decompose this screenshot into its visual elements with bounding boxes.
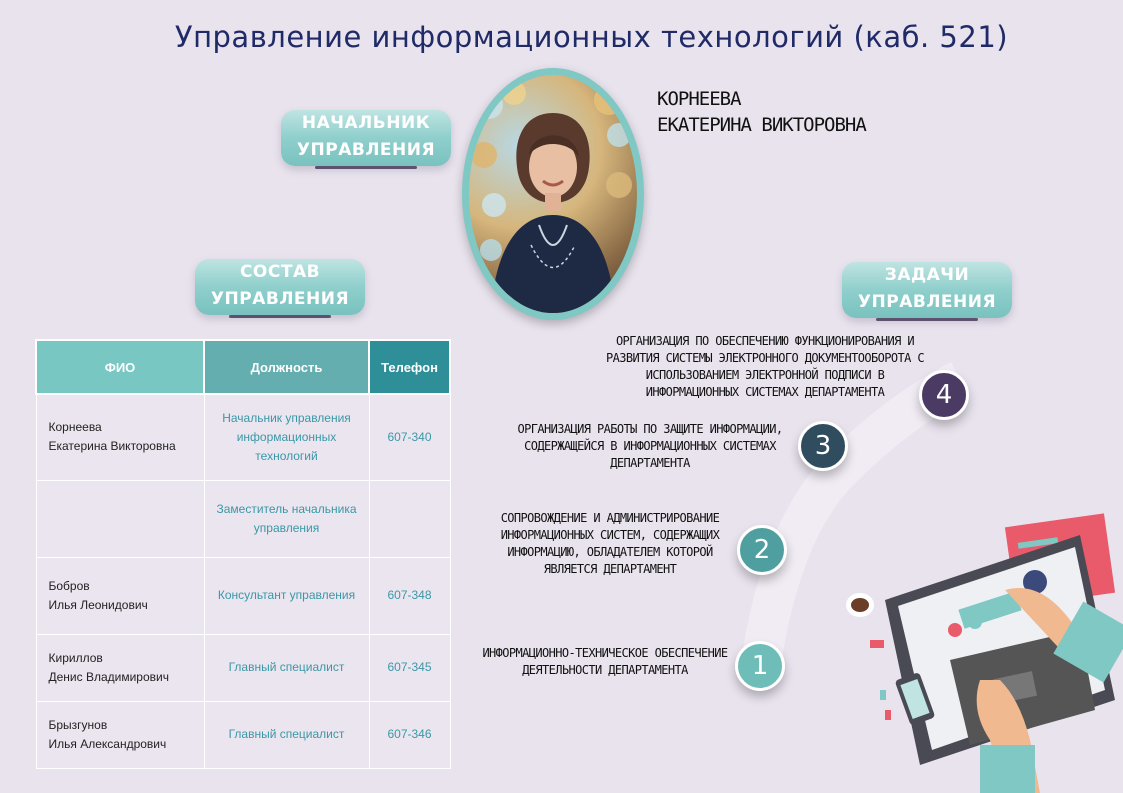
staff-label-line1: СОСТАВ: [239, 262, 321, 282]
table-row: [36, 480, 450, 557]
staff-label: [195, 259, 365, 315]
task-text-4: ОРГАНИЗАЦИЯ ПО ОБЕСПЕЧЕНИЮ ФУНКЦИОНИРОВАНИЯ И РАЗВИТИЯ СИСТЕМЫ ЭЛЕКТРОННОГО ДОКУМЕНТООБОРОТА С ИСПОЛЬЗОВАНИЕМ ЭЛЕКТРОННОЙ ПОДПИСИ В ИНФОРМАЦИОННЫХ СИСТЕМАХ ДЕПАРТАМЕНТА: [606, 334, 924, 399]
tasks-label-line1: ЗАДАЧИ: [884, 265, 970, 285]
task-number-1: 1: [735, 641, 785, 691]
divider: [876, 318, 978, 321]
task-text-2: СОПРОВОЖДЕНИЕ И АДМИНИСТРИРОВАНИЕ ИНФОРМАЦИОННЫХ СИСТЕМ, СОДЕРЖАЩИХ ИНФОРМАЦИЮ, ОБЛАДАТЕЛЕМ КОТОРОЙ ЯВЛЯЕТСЯ ДЕПАРТАМЕНТ: [500, 511, 720, 576]
cell-position: Главный специалист: [204, 634, 369, 701]
cell-name: [36, 480, 204, 557]
first-names: Екатерина Викторовна: [48, 439, 176, 454]
last-name: Брызгунов: [48, 717, 108, 732]
cell-position: Начальник управления информационных технологий: [204, 394, 369, 480]
first-names: Илья Александрович: [48, 736, 167, 751]
first-names: Илья Леонидович: [48, 597, 148, 612]
page-title: Управление информационных технологий (каб. 521): [174, 20, 1009, 54]
task-number-3: 3: [798, 421, 848, 471]
cell-phone: [369, 480, 450, 557]
table-row: [36, 394, 450, 480]
cell-phone: 607-346: [369, 701, 450, 768]
head-photo: [469, 75, 637, 313]
column-header-name: ФИО: [36, 340, 204, 394]
task-number-2: 2: [737, 525, 787, 575]
head-label-line2: УПРАВЛЕНИЯ: [296, 140, 436, 160]
head-photo-frame: [462, 68, 644, 320]
cell-name: [36, 394, 204, 480]
first-names: Денис Владимирович: [48, 669, 169, 684]
last-name: Корнеева: [48, 420, 102, 435]
table-header-row: [36, 340, 450, 394]
cell-name: [36, 701, 204, 768]
staff-table: [35, 339, 451, 769]
divider: [315, 166, 417, 169]
portrait-illustration: [469, 75, 637, 313]
table-row: [36, 701, 450, 768]
head-last-name: КОРНЕЕВА: [657, 88, 741, 110]
head-name: [657, 86, 866, 138]
last-name: Кириллов: [48, 650, 103, 665]
table-row: [36, 557, 450, 634]
task-text-1: ИНФОРМАЦИОННО-ТЕХНИЧЕСКОЕ ОБЕСПЕЧЕНИЕ ДЕЯТЕЛЬНОСТИ ДЕПАРТАМЕНТА: [482, 646, 728, 677]
cell-position: Главный специалист: [204, 701, 369, 768]
cell-position: Заместитель начальника управления: [204, 480, 369, 557]
cell-phone: 607-345: [369, 634, 450, 701]
head-label-line1: НАЧАЛЬНИК: [301, 113, 431, 133]
divider: [229, 315, 331, 318]
column-header-position: Должность: [204, 340, 369, 394]
tasks-label: [842, 262, 1012, 318]
staff-label-line2: УПРАВЛЕНИЯ: [210, 289, 350, 309]
coffee-cup-icon: [846, 593, 874, 617]
task-number-4: 4: [919, 370, 969, 420]
head-label: [281, 110, 451, 166]
cell-position: Консультант управления: [204, 557, 369, 634]
table-row: [36, 634, 450, 701]
tasks-label-line2: УПРАВЛЕНИЯ: [857, 292, 997, 312]
cell-name: [36, 557, 204, 634]
task-text-3: ОРГАНИЗАЦИЯ РАБОТЫ ПО ЗАЩИТЕ ИНФОРМАЦИИ, СОДЕРЖАЩЕЙСЯ В ИНФОРМАЦИОННЫХ СИСТЕМАХ ДЕПАРТАМЕНТА: [517, 422, 783, 470]
cell-phone: 607-348: [369, 557, 450, 634]
last-name: Бобров: [48, 578, 90, 593]
column-header-phone: Телефон: [369, 340, 450, 394]
laptop-illustration: [840, 510, 1123, 793]
cell-name: [36, 634, 204, 701]
cell-phone: 607-340: [369, 394, 450, 480]
head-first-names: ЕКАТЕРИНА ВИКТОРОВНА: [657, 114, 866, 136]
